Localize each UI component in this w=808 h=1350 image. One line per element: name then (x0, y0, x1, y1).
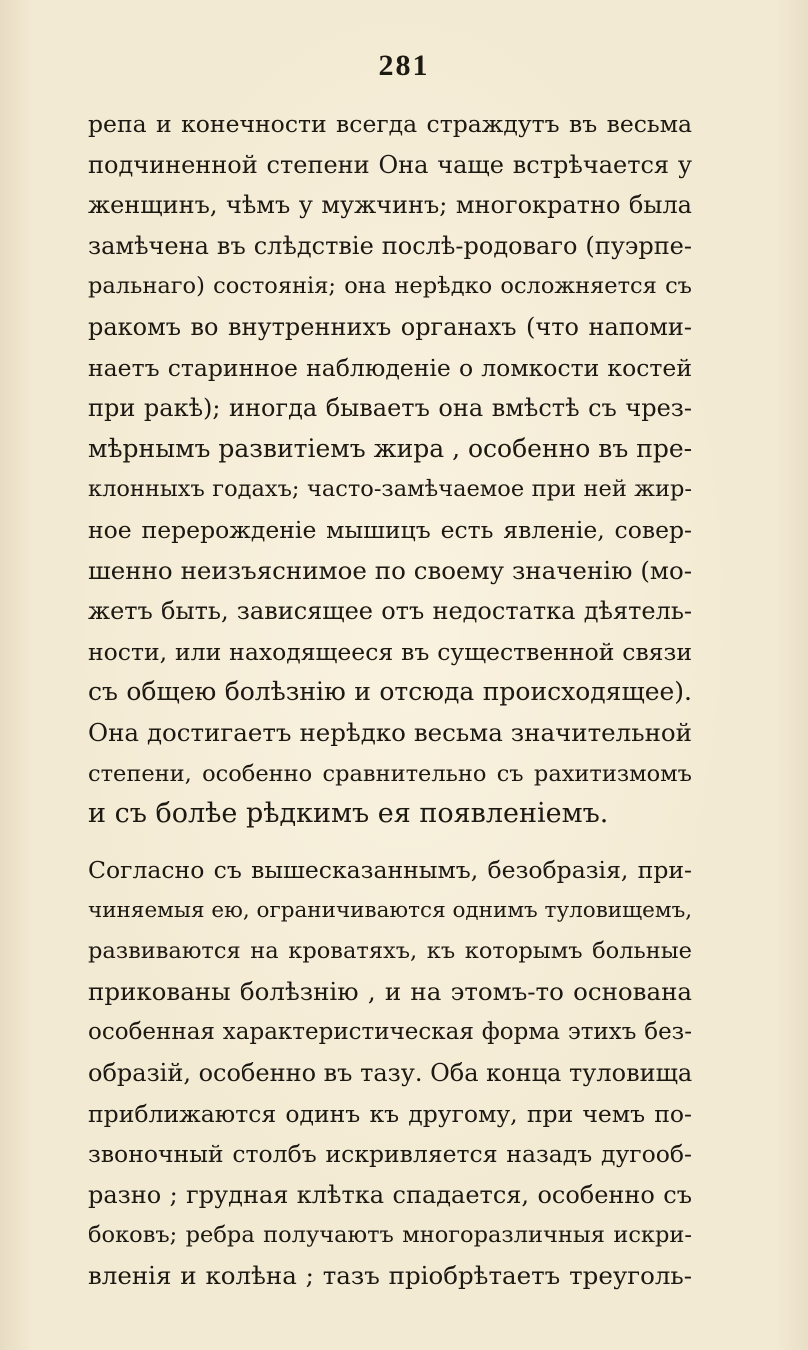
text-line: мѣрнымъ развитіемъ жира , особенно въ пре- (88, 433, 693, 463)
text-line: прикованы болѣзнію , и на этомъ-то основана (88, 976, 692, 1006)
text-line: образій, особенно въ тазу. Оба конца туловища (88, 1058, 693, 1087)
text-line: замѣчена въ слѣдствіе послѣ-родоваго (пуэрпе- (88, 231, 692, 260)
text-line: ности, или находящееся въ существенной связи (88, 637, 692, 666)
text-line: развиваются на кроватяхъ, къ которымъ больные (88, 938, 692, 965)
paragraph-1 (88, 104, 692, 835)
text-line: Она достигаетъ нерѣдко весьма значительной (88, 717, 692, 747)
text-line: чиняемыя ею, ограничиваются однимъ туловищемъ, (88, 897, 693, 923)
text-line: подчиненной степени Она чаще встрѣчается у (88, 150, 692, 179)
text-line: приближаются одинъ къ другому, при чемъ по- (88, 1099, 692, 1128)
text-line: женщинъ, чѣмъ у мужчинъ; многократно была (88, 191, 692, 220)
text-line: наетъ старинное наблюденіе о ломкости костей (88, 353, 692, 382)
text-line: при ракѣ); иногда бываетъ она вмѣстѣ съ чрез- (88, 394, 692, 423)
text-line: шенно неизъяснимое по своему значенію (мо- (88, 555, 692, 585)
text-line: звоночный столбъ искривляется назадъ дугооб- (88, 1140, 692, 1169)
paragraph-2 (88, 850, 692, 1297)
text-line: Согласно съ вышесказаннымъ, безобразія, при- (88, 856, 692, 884)
text-line: степени, особенно сравнительно съ рахитизмомъ (88, 760, 692, 787)
text-line: и съ болѣе рѣдкимъ ея появленіемъ. (88, 798, 609, 830)
text-line: съ общею болѣзнію и отсюда происходящее). (88, 677, 692, 707)
text-line: особенная характеристическая форма этихъ без- (88, 1019, 692, 1046)
text-line: разно ; грудная клѣтка спадается, особенно съ (88, 1180, 692, 1209)
text-line: вленія и колѣна ; тазъ пріобрѣтаетъ треуголь- (88, 1260, 692, 1290)
text-line: ное перерожденіе мышицъ есть явленіе, совер- (88, 515, 692, 544)
text-line: жетъ быть, зависящее отъ недостатка дѣятель- (88, 597, 692, 626)
page-number: 281 (378, 49, 430, 82)
text-line: репа и конечности всегда страждутъ въ весьма (88, 110, 692, 138)
text-line: ракомъ во внутреннихъ органахъ (что напоми- (88, 312, 692, 341)
text-line: боковъ; ребра получаютъ многоразличныя искри- (88, 1222, 692, 1249)
text-line: клонныхъ годахъ; часто-замѣчаемое при ней жир- (88, 476, 692, 503)
text-line: ральнаго) состоянія; она нерѣдко осложняется съ (88, 273, 692, 300)
